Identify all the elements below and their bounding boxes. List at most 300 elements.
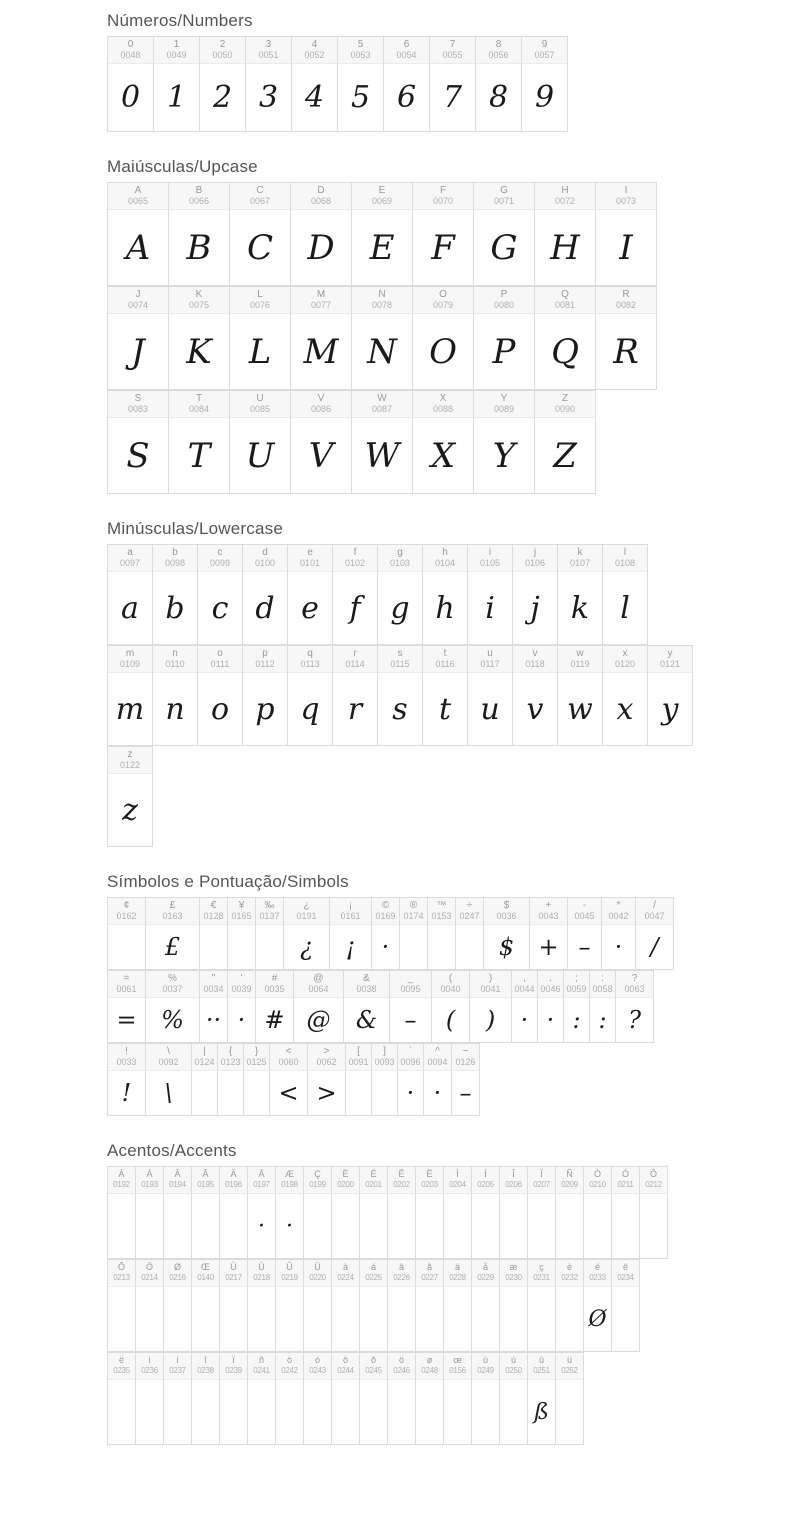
glyph-cell[interactable]: [230, 183, 291, 286]
glyph-char-label: V: [317, 393, 325, 404]
glyph-cell[interactable]: [200, 971, 228, 1043]
glyph-cell[interactable]: [352, 391, 413, 494]
glyph-cell[interactable]: [468, 646, 513, 746]
glyph-code-label: 0041: [480, 984, 501, 994]
glyph-sample: [456, 925, 483, 969]
glyph-code-label: 0033: [116, 1057, 137, 1067]
glyph-cell-header: [256, 971, 293, 998]
glyph-cell[interactable]: [612, 1167, 640, 1259]
glyph-char-label: œ: [453, 1355, 462, 1365]
glyph-char-label: B: [195, 185, 203, 196]
glyph-cell[interactable]: [424, 1044, 452, 1116]
glyph-code-label: 0099: [209, 558, 231, 568]
glyph-cell[interactable]: [108, 1167, 136, 1259]
glyph-char-label: 8: [495, 39, 502, 50]
glyph-sample: ): [485, 1006, 496, 1034]
glyph-cell[interactable]: [378, 545, 423, 645]
glyph-char-label: Ê: [398, 1169, 405, 1179]
glyph-cell[interactable]: [108, 1260, 136, 1352]
section-spacer: [0, 0, 800, 8]
glyph-cell[interactable]: [444, 1260, 472, 1352]
glyph-cell[interactable]: [428, 898, 456, 970]
glyph-char-label: %: [168, 973, 177, 984]
glyph-cell[interactable]: [584, 1260, 612, 1352]
glyph-cell[interactable]: [388, 1260, 416, 1352]
glyph-code-label: 0071: [493, 196, 515, 206]
glyph-cell-header: [558, 545, 602, 572]
glyph-code-label: 0048: [120, 50, 141, 60]
glyph-cell-header: [344, 971, 389, 998]
glyph-sample: K: [186, 331, 212, 372]
glyph-cell[interactable]: [530, 898, 568, 970]
glyph-sample: n: [165, 691, 185, 727]
glyph-cell[interactable]: [398, 1044, 424, 1116]
glyph-cell-header: [330, 898, 371, 925]
glyph-cell[interactable]: [444, 1353, 472, 1445]
glyph-code-label: 0119: [570, 659, 590, 669]
glyph-code-label: 0213: [113, 1273, 130, 1282]
glyph-cell[interactable]: [220, 1353, 248, 1445]
glyph-cell[interactable]: [228, 971, 256, 1043]
glyph-char-label: é: [594, 1262, 600, 1272]
glyph-char-label: Î: [512, 1169, 515, 1179]
glyph-cell[interactable]: [416, 1167, 444, 1259]
glyph-char-label: Á: [146, 1169, 153, 1179]
glyph-cell[interactable]: [308, 1044, 346, 1116]
glyph-cell[interactable]: [291, 391, 352, 494]
glyph-cell-header: [500, 1260, 527, 1287]
glyph-code-label: 0095: [400, 984, 421, 994]
glyph-cell[interactable]: [169, 287, 230, 390]
glyph-cell[interactable]: [192, 1353, 220, 1445]
glyph-cell[interactable]: [612, 1260, 640, 1352]
glyph-cell[interactable]: [288, 646, 333, 746]
glyph-cell[interactable]: [603, 545, 648, 645]
glyph-cell[interactable]: [338, 37, 384, 132]
glyph-cell[interactable]: [169, 183, 230, 286]
glyph-cell[interactable]: [146, 898, 200, 970]
glyph-cell[interactable]: [432, 971, 470, 1043]
glyph-sample: W: [364, 435, 400, 476]
glyph-cell[interactable]: [636, 898, 674, 970]
glyph-char-label: X: [439, 393, 447, 404]
glyph-cell[interactable]: [284, 898, 330, 970]
glyph-cell-header: [500, 1167, 527, 1194]
glyph-sample: !: [121, 1079, 132, 1107]
glyph-cell[interactable]: [346, 1044, 372, 1116]
glyph-cell-header: [108, 646, 152, 673]
glyph-cell[interactable]: [468, 545, 513, 645]
glyph-cell[interactable]: [256, 898, 284, 970]
glyph-cell[interactable]: [169, 391, 230, 494]
glyph-cell[interactable]: [416, 1260, 444, 1352]
glyph-char-label: U: [256, 393, 264, 404]
glyph-char-label: ]: [383, 1046, 386, 1057]
glyph-cell[interactable]: [535, 287, 596, 390]
glyph-sample: Ø: [588, 1306, 607, 1332]
glyph-sample: [416, 1287, 443, 1351]
glyph-cell[interactable]: [472, 1167, 500, 1259]
glyph-char-label: Ã: [202, 1169, 209, 1179]
glyph-cell[interactable]: [136, 1167, 164, 1259]
glyph-cell[interactable]: [230, 391, 291, 494]
glyph-cell[interactable]: [352, 183, 413, 286]
glyph-cell[interactable]: [136, 1353, 164, 1445]
glyph-code-label: 0234: [617, 1273, 634, 1282]
glyph-cell-header: [413, 183, 473, 210]
glyph-cell[interactable]: [372, 1044, 398, 1116]
glyph-code-label: 0163: [162, 911, 183, 921]
glyph-cell[interactable]: [108, 971, 146, 1043]
glyph-cell-header: [468, 545, 512, 572]
glyph-sample: ·: [433, 1079, 442, 1107]
glyph-cell-header: [304, 1260, 331, 1287]
glyph-cell[interactable]: [243, 545, 288, 645]
glyph-cell[interactable]: [108, 898, 146, 970]
glyph-cell[interactable]: [164, 1353, 192, 1445]
glyph-cell-header: [513, 646, 557, 673]
glyph-cell[interactable]: [276, 1260, 304, 1352]
glyph-cell[interactable]: [288, 545, 333, 645]
glyph-cell-header: [169, 391, 229, 418]
glyph-grid-row: [107, 544, 648, 645]
glyph-sample: J: [131, 331, 145, 372]
glyph-sample: [416, 1380, 443, 1444]
glyph-char-label: i: [488, 547, 492, 558]
glyph-sample: q: [300, 691, 320, 727]
glyph-cell[interactable]: [146, 971, 200, 1043]
glyph-cell[interactable]: [200, 37, 246, 132]
glyph-cell[interactable]: [528, 1167, 556, 1259]
glyph-cell[interactable]: [344, 971, 390, 1043]
glyph-sample: [472, 1287, 499, 1351]
glyph-cell-header: [602, 898, 635, 925]
glyph-cell[interactable]: [500, 1167, 528, 1259]
glyph-cell-header: [136, 1167, 163, 1194]
glyph-cell[interactable]: [291, 183, 352, 286]
glyph-cell[interactable]: [400, 898, 428, 970]
glyph-cell[interactable]: [228, 898, 256, 970]
glyph-char-label: æ: [509, 1262, 518, 1272]
glyph-cell-header: [468, 646, 512, 673]
glyph-code-label: 0062: [316, 1057, 337, 1067]
glyph-cell[interactable]: [416, 1353, 444, 1445]
glyph-char-label: ü: [566, 1355, 572, 1365]
glyph-cell[interactable]: [332, 1353, 360, 1445]
glyph-char-label: #: [271, 973, 278, 984]
glyph-cell[interactable]: [564, 971, 590, 1043]
glyph-cell[interactable]: [294, 971, 344, 1043]
glyph-sample: Z: [553, 435, 577, 476]
glyph-cell-header: [276, 1353, 303, 1380]
glyph-cell[interactable]: [430, 37, 476, 132]
glyph-cell[interactable]: [596, 287, 657, 390]
glyph-cell[interactable]: [256, 971, 294, 1043]
glyph-cell[interactable]: [153, 646, 198, 746]
glyph-cell-header: [108, 1044, 145, 1071]
glyph-cell[interactable]: [330, 898, 372, 970]
glyph-sample: £: [164, 933, 181, 961]
glyph-char-label: n: [172, 648, 178, 659]
glyph-cell[interactable]: [476, 37, 522, 132]
glyph-cell[interactable]: [153, 545, 198, 645]
glyph-cell[interactable]: [535, 391, 596, 494]
glyph-grid-row: [107, 897, 674, 970]
glyph-cell[interactable]: [538, 971, 564, 1043]
glyph-sample: z: [122, 792, 138, 828]
glyph-sample: ·: [286, 1213, 293, 1239]
glyph-cell[interactable]: [108, 37, 154, 132]
glyph-cell[interactable]: [444, 1167, 472, 1259]
glyph-char-label: ^: [435, 1046, 440, 1057]
glyph-cell-header: [352, 183, 412, 210]
glyph-cell[interactable]: [472, 1260, 500, 1352]
glyph-cell[interactable]: [513, 545, 558, 645]
glyph-code-label: 0230: [505, 1273, 522, 1282]
glyph-cell-header: [169, 183, 229, 210]
glyph-code-label: 0079: [432, 300, 454, 310]
glyph-cell[interactable]: [108, 1044, 146, 1116]
glyph-sample: [192, 1071, 217, 1115]
glyph-sample: [472, 1194, 499, 1258]
glyph-code-label: 0228: [449, 1273, 466, 1282]
glyph-cell-header: [416, 1353, 443, 1380]
section-spacer: [0, 847, 800, 871]
glyph-sample: [108, 1287, 135, 1351]
glyph-cell[interactable]: [108, 646, 153, 746]
glyph-cell[interactable]: [616, 971, 654, 1043]
glyph-sample: w: [567, 691, 593, 727]
glyph-cell[interactable]: [246, 37, 292, 132]
glyph-cell-header: [108, 1260, 135, 1287]
glyph-char-label: z: [127, 749, 133, 760]
glyph-cell[interactable]: [108, 391, 169, 494]
glyph-cell-header: [192, 1353, 219, 1380]
glyph-cell[interactable]: [244, 1044, 270, 1116]
glyph-sample: [228, 925, 255, 969]
glyph-cell[interactable]: [413, 391, 474, 494]
glyph-cell-header: [248, 1353, 275, 1380]
glyph-cell[interactable]: [512, 971, 538, 1043]
glyph-cell[interactable]: [360, 1353, 388, 1445]
glyph-sample: [304, 1287, 331, 1351]
glyph-cell[interactable]: [304, 1353, 332, 1445]
glyph-code-label: 0067: [249, 196, 271, 206]
glyph-cell[interactable]: [360, 1260, 388, 1352]
glyph-sample: ß: [534, 1399, 549, 1425]
glyph-sample: ?: [628, 1006, 641, 1034]
glyph-cell[interactable]: [154, 37, 200, 132]
glyph-cell[interactable]: [276, 1167, 304, 1259]
glyph-cell[interactable]: [456, 898, 484, 970]
glyph-code-label: 0125: [246, 1057, 267, 1067]
glyph-cell[interactable]: [248, 1353, 276, 1445]
glyph-cell[interactable]: [556, 1167, 584, 1259]
glyph-sample: L: [248, 331, 272, 372]
glyph-cell[interactable]: [372, 898, 400, 970]
glyph-cell[interactable]: [528, 1353, 556, 1445]
glyph-cell[interactable]: [360, 1167, 388, 1259]
glyph-cell[interactable]: [333, 545, 378, 645]
glyph-cell[interactable]: [220, 1260, 248, 1352]
glyph-cell[interactable]: [413, 287, 474, 390]
glyph-cell[interactable]: [603, 646, 648, 746]
glyph-code-label: 0052: [304, 50, 325, 60]
glyph-cell[interactable]: [556, 1260, 584, 1352]
glyph-cell-header: [378, 646, 422, 673]
glyph-char-label: c: [217, 547, 223, 558]
glyph-char-label: 4: [311, 39, 318, 50]
glyph-sample: [136, 1287, 163, 1351]
glyph-sample: 2: [212, 80, 233, 115]
glyph-cell-header: [512, 971, 537, 998]
glyph-cell[interactable]: [390, 971, 432, 1043]
glyph-cell-header: [220, 1167, 247, 1194]
glyph-cell-header: [384, 37, 429, 64]
glyph-code-label: 0225: [365, 1273, 382, 1282]
glyph-cell-header: [513, 545, 557, 572]
glyph-cell[interactable]: [198, 545, 243, 645]
glyph-code-label: 0224: [337, 1273, 354, 1282]
glyph-cell[interactable]: [146, 1044, 192, 1116]
glyph-char-label: è: [566, 1262, 572, 1272]
glyph-sample: [256, 925, 283, 969]
glyph-cell[interactable]: [556, 1353, 584, 1445]
glyph-sample: –: [578, 933, 591, 961]
glyph-code-label: 0081: [554, 300, 576, 310]
glyph-cell[interactable]: [378, 646, 423, 746]
glyph-sample: [218, 1071, 243, 1115]
glyph-cell[interactable]: [276, 1353, 304, 1445]
glyph-cell[interactable]: [192, 1167, 220, 1259]
glyph-cell[interactable]: [596, 183, 657, 286]
glyph-cell[interactable]: [484, 898, 530, 970]
glyph-cell[interactable]: [558, 545, 603, 645]
glyph-code-label: 0085: [249, 404, 271, 414]
glyph-cell[interactable]: [108, 545, 153, 645]
glyph-code-label: 0244: [337, 1366, 354, 1375]
glyph-cell[interactable]: [474, 183, 535, 286]
glyph-cell[interactable]: [164, 1167, 192, 1259]
glyph-cell[interactable]: [192, 1044, 218, 1116]
glyph-cell[interactable]: [640, 1167, 668, 1259]
glyph-grid-row: [107, 390, 596, 494]
glyph-code-label: 0249: [477, 1366, 494, 1375]
glyph-cell[interactable]: [584, 1167, 612, 1259]
glyph-cell[interactable]: [332, 1167, 360, 1259]
glyph-cell[interactable]: [230, 287, 291, 390]
glyph-char-label: Ë: [426, 1169, 433, 1179]
glyph-cell[interactable]: [528, 1260, 556, 1352]
glyph-cell[interactable]: [648, 646, 693, 746]
glyph-cell[interactable]: [136, 1260, 164, 1352]
glyph-cell-header: [400, 898, 427, 925]
glyph-sample: H: [550, 227, 580, 268]
glyph-char-label: ": [211, 973, 216, 984]
glyph-cell[interactable]: [413, 183, 474, 286]
glyph-char-label: >: [323, 1046, 330, 1057]
glyph-cell[interactable]: [513, 646, 558, 746]
glyph-cell[interactable]: [500, 1260, 528, 1352]
glyph-cell[interactable]: [248, 1260, 276, 1352]
glyph-char-label: ô: [342, 1355, 348, 1365]
glyph-char-label: Ô: [649, 1169, 657, 1179]
section-spacer: [0, 494, 800, 518]
glyph-char-label: ò: [286, 1355, 292, 1365]
glyph-cell[interactable]: [388, 1353, 416, 1445]
glyph-cell[interactable]: [535, 183, 596, 286]
glyph-cell[interactable]: [220, 1167, 248, 1259]
glyph-cell[interactable]: [218, 1044, 244, 1116]
glyph-cell-header: [230, 183, 290, 210]
glyph-cell[interactable]: [332, 1260, 360, 1352]
glyph-cell[interactable]: [500, 1353, 528, 1445]
glyph-cell[interactable]: [291, 287, 352, 390]
glyph-cell[interactable]: [192, 1260, 220, 1352]
glyph-cell[interactable]: [270, 1044, 308, 1116]
glyph-cell[interactable]: [522, 37, 568, 132]
glyph-cell-header: [612, 1167, 639, 1194]
glyph-char-label: g: [397, 547, 403, 558]
glyph-char-label: K: [195, 289, 203, 300]
glyph-cell[interactable]: [558, 646, 603, 746]
glyph-char-label: S: [134, 393, 142, 404]
glyph-cell[interactable]: [108, 183, 169, 286]
glyph-cell[interactable]: [452, 1044, 480, 1116]
glyph-char-label: 3: [265, 39, 272, 50]
glyph-cell[interactable]: [164, 1260, 192, 1352]
glyph-cell[interactable]: [198, 646, 243, 746]
glyph-cell[interactable]: [108, 1353, 136, 1445]
glyph-cell[interactable]: [470, 971, 512, 1043]
glyph-sample: l: [620, 590, 630, 626]
glyph-char-label: 2: [219, 39, 226, 50]
glyph-cell[interactable]: [472, 1353, 500, 1445]
glyph-cell-header: [476, 37, 521, 64]
glyph-cell[interactable]: [423, 545, 468, 645]
glyph-cell[interactable]: [590, 971, 616, 1043]
glyph-cell[interactable]: [243, 646, 288, 746]
glyph-cell[interactable]: [304, 1260, 332, 1352]
glyph-cell[interactable]: [352, 287, 413, 390]
glyph-code-label: 0118: [525, 659, 545, 669]
glyph-sample: 6: [396, 80, 417, 115]
glyph-code-label: 0047: [644, 911, 665, 921]
glyph-code-label: 0040: [440, 984, 461, 994]
glyph-grid-row: [107, 182, 657, 286]
glyph-char-label: Ñ: [566, 1169, 573, 1179]
glyph-cell[interactable]: [108, 287, 169, 390]
glyph-cell[interactable]: [304, 1167, 332, 1259]
glyph-cell[interactable]: [384, 37, 430, 132]
glyph-cell[interactable]: [568, 898, 602, 970]
glyph-code-label: 0245: [365, 1366, 382, 1375]
glyph-char-label: d: [262, 547, 268, 558]
glyph-sample: x: [616, 691, 634, 727]
glyph-cell[interactable]: [200, 898, 228, 970]
glyph-cell[interactable]: [248, 1167, 276, 1259]
glyph-cell[interactable]: [602, 898, 636, 970]
glyph-cell[interactable]: [108, 747, 153, 847]
glyph-cell[interactable]: [292, 37, 338, 132]
glyph-cell[interactable]: [333, 646, 378, 746]
glyph-cell[interactable]: [388, 1167, 416, 1259]
glyph-code-label: 0153: [431, 911, 452, 921]
glyph-sample: d: [255, 590, 275, 626]
glyph-cell[interactable]: [474, 391, 535, 494]
glyph-cell[interactable]: [423, 646, 468, 746]
glyph-cell[interactable]: [474, 287, 535, 390]
